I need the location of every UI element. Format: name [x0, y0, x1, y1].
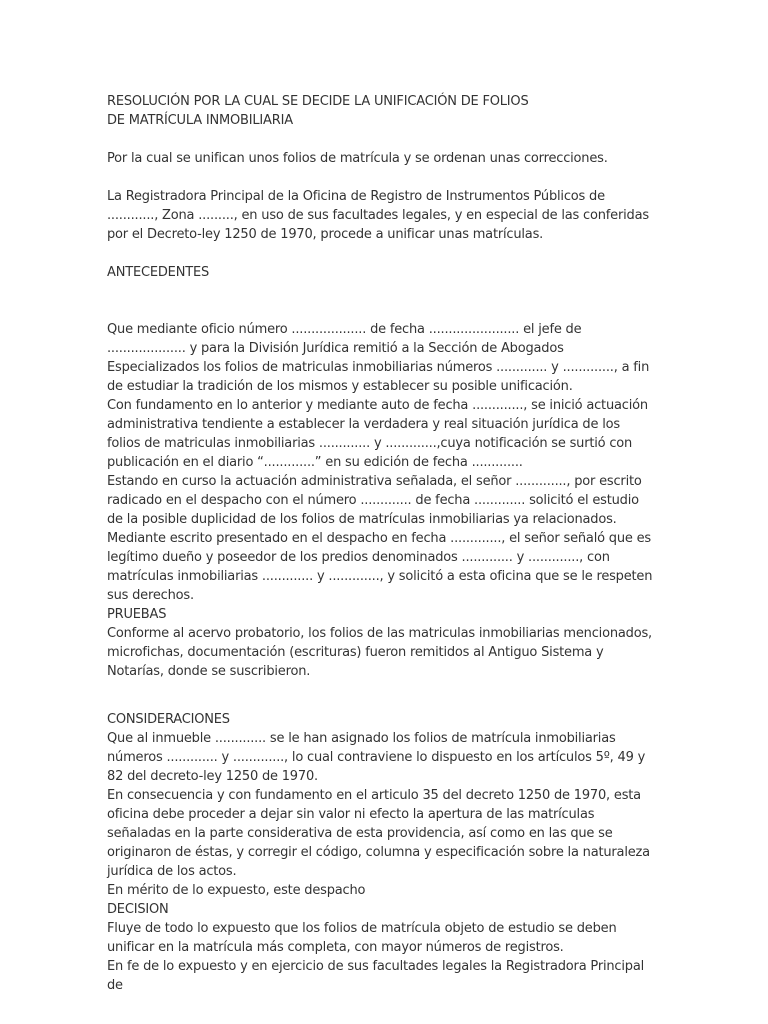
antecedentes-paragraph-3: Estando en curso la actuación administrativa señalada, el señor ............., por escrito radicado en el despacho con el número ............. de fecha ............. solicitó el estudio de la posible duplicidad de los folios de matrículas inmobiliarias ya relacionados. [107, 474, 642, 527]
document-title [107, 92, 657, 130]
antecedentes-heading: ANTECEDENTES [107, 265, 210, 280]
title-line-1: RESOLUCIÓN POR LA CUAL SE DECIDE LA UNIFICACIÓN DE FOLIOS [107, 94, 529, 109]
consideraciones-paragraph-1: Que al inmueble ............. se le han asignado los folios de matrícula inmobiliarias números ............. y ............., lo cual contraviene lo dispuesto en los artículos 5º, 49 y 82 del decreto-ley 1250 de 1970. [107, 731, 646, 784]
decision-section [107, 919, 657, 995]
decision-paragraph-2: En fe de lo expuesto y en ejercicio de sus facultades legales la Registradora Principal de [107, 959, 644, 993]
antecedentes-section [107, 320, 657, 605]
antecedentes-paragraph-4: Mediante escrito presentado en el despacho en fecha ............., el señor señaló que es legítimo dueño y poseedor de los predios denominados ............. y ............., con matrículas inmobiliarias ............. y ............., y solicitó a esta oficina que se le respeten sus derechos. [107, 531, 653, 603]
section-spacer [107, 700, 657, 710]
decision-heading: DECISION [107, 902, 169, 917]
title-line-2: DE MATRÍCULA INMOBILIARIA [107, 113, 293, 128]
intro-paragraph: La Registradora Principal de la Oficina de Registro de Instrumentos Públicos de ............, Zona ........., en uso de sus facultades legales, y en especial de las conferidas por el Decreto-ley 1250 de 1970, procede a unificar unas matrículas. [107, 189, 649, 242]
antecedentes-paragraph-1: Que mediante oficio número ................... de fecha ....................... el jefe de .................... y para la División Jurídica remitió a la Sección de Abogados Especializados los folios de matriculas inmobiliarias números ............. y ............., a fin de estudiar la tradición de los mismos y establecer su posible unificación. [107, 322, 650, 394]
consideraciones-paragraph-3: En mérito de lo expuesto, este despacho [107, 883, 366, 898]
pruebas-paragraph: Conforme al acervo probatorio, los folios de las matriculas inmobiliarias mencionados, microfichas, documentación (escrituras) fueron remitidos al Antiguo Sistema y Notarías, donde se suscribieron. [107, 626, 652, 679]
document-subtitle: Por la cual se unifican unos folios de matrícula y se ordenan unas correcciones. [107, 151, 608, 166]
consideraciones-heading: CONSIDERACIONES [107, 712, 230, 727]
pruebas-heading: PRUEBAS [107, 607, 167, 622]
consideraciones-paragraph-2: En consecuencia y con fundamento en el articulo 35 del decreto 1250 de 1970, esta oficina debe proceder a dejar sin valor ni efecto la apertura de las matrículas señaladas en la parte considerativa de esta providencia, así como en las que se originaron de éstas, y corregir el código, columna y especificación sobre la naturaleza jurídica de los actos. [107, 788, 650, 879]
antecedentes-paragraph-2: Con fundamento en lo anterior y mediante auto de fecha ............., se inició actuación administrativa tendiente a establecer la verdadera y real situación jurídica de los folios de matriculas inmobiliarias ............. y .............,cuya notificación se surtió con publicación en el diario “.............” en su edición de fecha ............. [107, 398, 648, 470]
document-page [107, 92, 657, 995]
section-spacer [107, 282, 657, 320]
consideraciones-section [107, 729, 657, 900]
decision-paragraph-1: Fluye de todo lo expuesto que los folios de matrícula objeto de estudio se deben unificar en la matrícula más completa, con mayor números de registros. [107, 921, 617, 955]
